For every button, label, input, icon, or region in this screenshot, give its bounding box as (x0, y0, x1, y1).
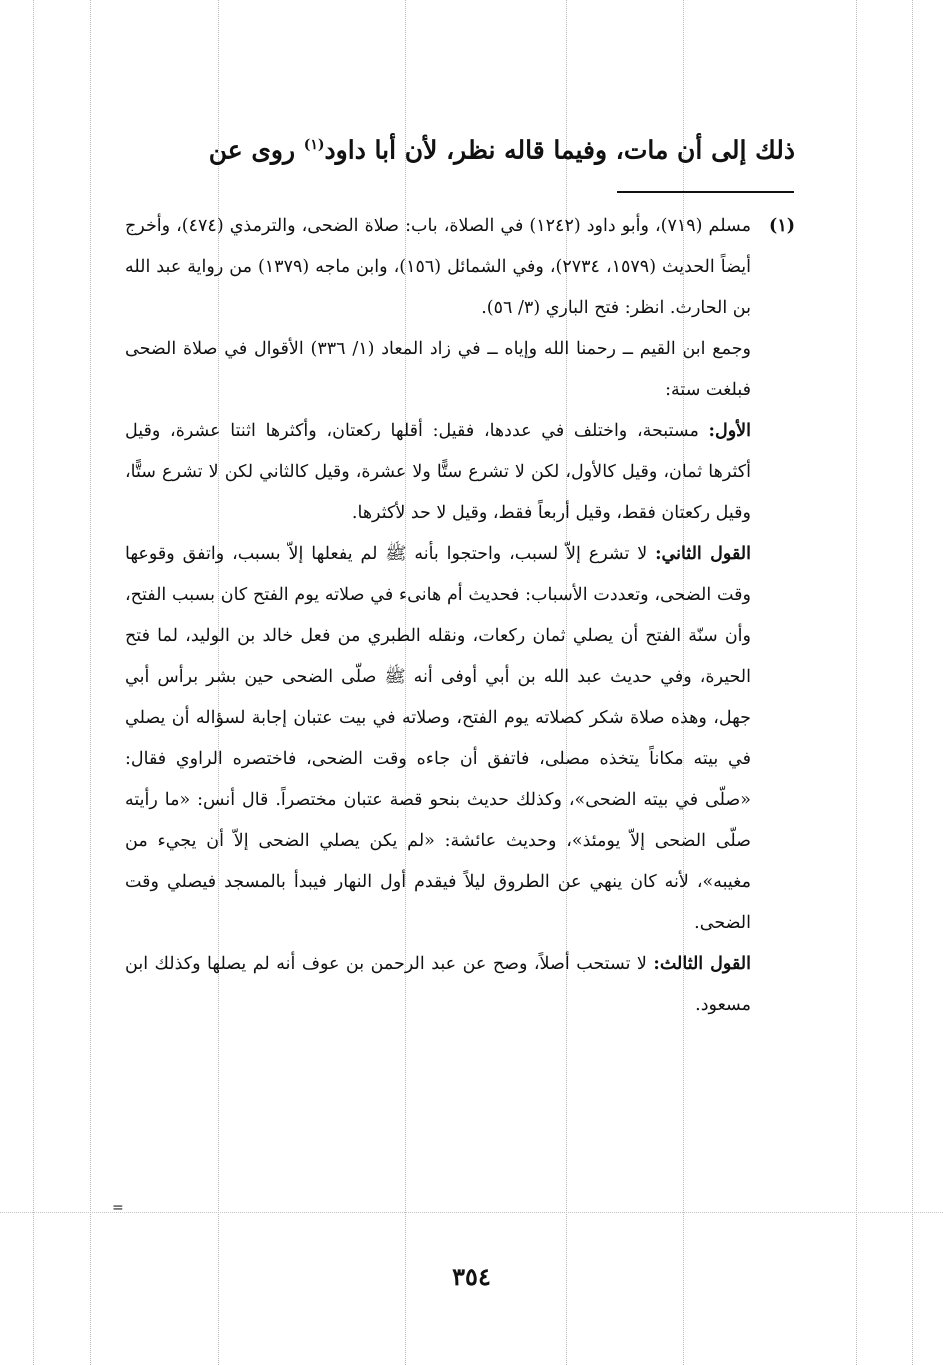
scan-guide-line (856, 0, 857, 1365)
footnote-paragraph-first-opinion (125, 411, 751, 534)
page-number: ٣٥٤ (452, 1262, 491, 1291)
footnote-paragraph-sources: مسلم (٧١٩)، وأبو داود (١٢٤٢) في الصلاة، باب: صلاة الضحى، والترمذي (٤٧٤)، وأخرج أيضاً الحديث (١٥٧٩، ٢٧٣٤)، وفي الشمائل (١٥٦)، وابن ماجه (١٣٧٩) من رواية عبد الله بن الحارث. انظر: فتح الباري (٣/ ٥٦). (125, 216, 751, 318)
footnote-reference: (١) (303, 137, 325, 153)
paragraph-text: مستبحة، واختلف في عددها، فقيل: أقلها ركعتان، وأكثرها اثنتا عشرة، وقيل أكثرها ثمان، وقيل كالأول، لكن لا تشرع ستًّا ولا عشرة، وقيل كالثاني لكن لا تشرع ستًّا، وقيل ركعتان فقط، وقيل أربعاً فقط، وقيل لا حد لأكثرها. (125, 421, 751, 523)
paragraph-label: الأول: (708, 421, 751, 441)
scan-guide-line (0, 1212, 943, 1213)
footnote-paragraph-second-opinion (125, 534, 751, 944)
scan-guide-line (912, 0, 913, 1365)
scan-guide-line (90, 0, 91, 1365)
main-text-end: روى عن (208, 135, 304, 165)
main-text-line (131, 125, 795, 170)
footnote-separator (617, 191, 794, 193)
paragraph-label: القول الثاني: (655, 544, 751, 564)
scan-guide-line (33, 0, 34, 1365)
footnote-paragraph-third-opinion (125, 944, 751, 1026)
paragraph-text: لا تشرع إلاّ لسبب، واحتجوا بأنه ﷺ لم يفعلها إلاّ بسبب، واتفق وقوعها وقت الضحى، وتعددت الأسباب: فحديث أم هانىء في صلاته يوم الفتح كان بسبب الفتح، وأن سنّة الفتح أن يصلي ثمان ركعات، ونقله الطبري من فعل خالد بن الوليد، لما فتح الحيرة، وفي حديث عبد الله بن أبي أوفى أنه ﷺ صلّى الضحى حين بشر برأس أبي جهل، وهذه صلاة شكر كصلاته يوم الفتح، وصلاته في بيت عتبان إجابة لسؤاله أن يصلي في بيته مكاناً يتخذه مصلى، فاتفق أن جاءه وقت الضحى، فاختصره الراوي فقال: «صلّى في بيته الضحى»، وكذلك حديث بنحو قصة عتبان مختصراً. قال أنس: «ما رأيته صلّى الضحى إلاّ يومئذ»، وحديث عائشة: «لم يكن يصلي الضحى إلاّ أن يجيء من مغيبه»، لأنه كان ينهي عن الطروق ليلاً فيقدم أول النهار فيبدأ بالمسجد فيصلي وقت الضحى. (125, 544, 751, 933)
footnote-paragraph-intro: وجمع ابن القيم ــ رحمنا الله وإياه ــ في زاد المعاد (١/ ٣٣٦) الأقوال في صلاة الضحى فبلغت ستة: (125, 339, 751, 400)
footnote-number: (١) (769, 216, 795, 236)
footnote-1 (125, 206, 795, 1026)
continuation-mark: = (112, 1200, 124, 1216)
footnote-body (125, 206, 751, 1026)
main-text: ذلك إلى أن مات، وفيما قاله نظر، لأن أبا داود (324, 135, 795, 165)
footnotes (125, 206, 795, 1026)
paragraph-text: لا تستحب أصلاً، وصح عن عبد الرحمن بن عوف أنه لم يصلها وكذلك ابن مسعود. (125, 954, 751, 1015)
paragraph-label: القول الثالث: (653, 954, 751, 974)
